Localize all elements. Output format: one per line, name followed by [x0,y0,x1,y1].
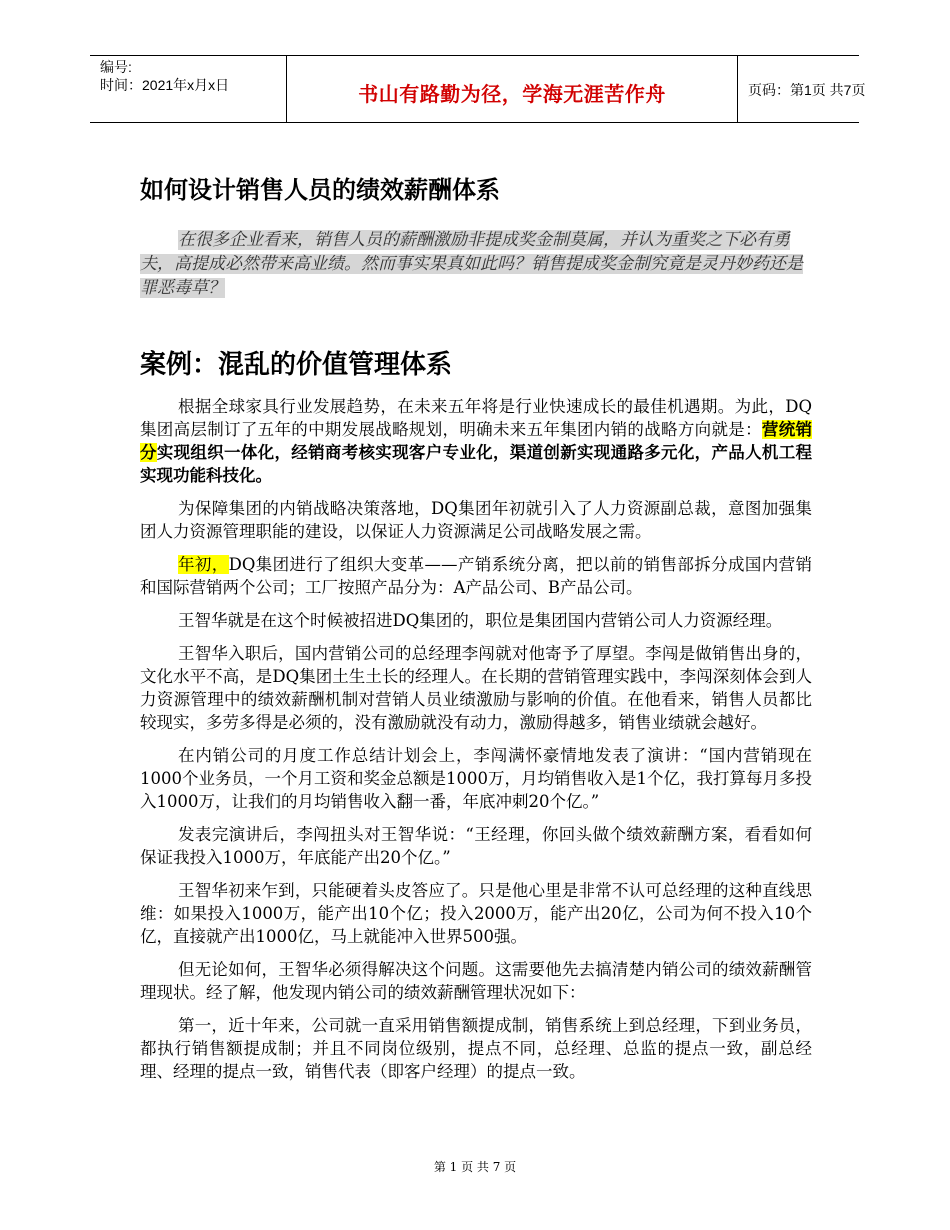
paragraph-10: 第一，近十年来，公司就一直采用销售额提成制，销售系统上到总经理，下到业务员，都执行销售额提成制；并且不同岗位级别，提点不同，总经理、总监的提点一致，副总经理、经理的提点一致，销售代表（即客户经理）的提点一致。 [140,1016,812,1081]
p3-highlight: 年初， [178,555,229,574]
header-motto-cell [286,56,738,122]
p1-text: 根据全球家具行业发展趋势，在未来五年将是行业快速成长的最佳机遇期。为此，DQ集团高层制订了五年的中期发展战略规划，明确未来五年集团内销的战略方向就是： [140,397,812,439]
header-motto: 书山有路勤为径，学海无涯苦作舟 [358,82,666,106]
p3-text: DQ集团进行了组织大变革——产销系统分离，把以前的销售部拆分成国内营销和国际营销两个公司；工厂按照产品分为：A产品公司、B产品公司。 [140,555,812,597]
paragraph-2: 为保障集团的内销战略决策落地，DQ集团年初就引入了人力资源副总裁，意图加强集团人力资源管理职能的建设，以保证人力资源满足公司战略发展之需。 [140,499,812,541]
document-title: 如何设计销售人员的绩效薪酬体系 [140,176,500,204]
paragraph-7: 发表完演讲后，李闯扭头对王智华说：“王经理，你回头做个绩效薪酬方案，看看如何保证我投入1000万，年底能产出20个亿。” [140,825,812,867]
lead-text: 在很多企业看来，销售人员的薪酬激励非提成奖金制莫属，并认为重奖之下必有勇夫，高提成必然带来高业绩。然而事实果真如此吗？销售提成奖金制究竟是灵丹妙药还是罪恶毒草？ [140,230,803,298]
paragraph-5: 王智华入职后，国内营销公司的总经理李闯就对他寄予了厚望。李闯是做销售出身的，文化水平不高，是DQ集团土生土长的经理人。在长期的营销管理实践中，李闯深刻体会到人力资源管理中的绩效薪酬机制对营销人员业绩激励与影响的价值。在他看来，销售人员都比较现实，多劳多得是必须的，没有激励就没有动力，激励得越多，销售业绩就会越好。 [140,644,812,732]
lead-paragraph [140,228,812,300]
header-page-cell [738,56,866,122]
paragraph-4: 王智华就是在这个时候被招进DQ集团的，职位是集团国内营销公司人力资源经理。 [178,611,783,630]
paragraph-3 [140,553,812,599]
p1-bold: 实现组织一体化，经销商考核实现客户专业化，渠道创新实现通路多元化，产品人机工程实现功能科技化。 [140,443,813,485]
header-time-label: 时间：2021年x月x日 [100,77,230,93]
header-page-info: 页码：第1页 共7页 [748,82,866,98]
paragraph-6: 在内销公司的月度工作总结计划会上，李闯满怀豪情地发表了演讲：“国内营销现在1000个业务员，一个月工资和奖金总额是1000万，月均销售收入是1个亿，我打算每月多投入1000万，让我们的月均销售收入翻一番，年底冲刺20个亿。” [140,746,812,811]
p1-highlight: 营统销分 [140,420,813,462]
header-number-label: 编号: [100,59,132,75]
paragraph-8: 王智华初来乍到，只能硬着头皮答应了。只是他心里是非常不认可总经理的这种直线思维：如果投入1000万，能产出10个亿；投入2000万，能产出20亿，公司为何不投入10个亿，直接就产出1000亿，马上就能冲入世界500强。 [140,881,812,946]
section-title: 案例：混乱的价值管理体系 [140,350,453,380]
header-meta [90,56,286,122]
paragraph-1 [140,395,812,487]
page-footer: 第 1 页 共 7 页 [433,1160,517,1174]
paragraph-9: 但无论如何，王智华必须得解决这个问题。这需要他先去搞清楚内销公司的绩效薪酬管理现状。经了解，他发现内销公司的绩效薪酬管理状况如下： [140,960,812,1002]
page-header [90,55,866,123]
body-text [140,395,812,1093]
